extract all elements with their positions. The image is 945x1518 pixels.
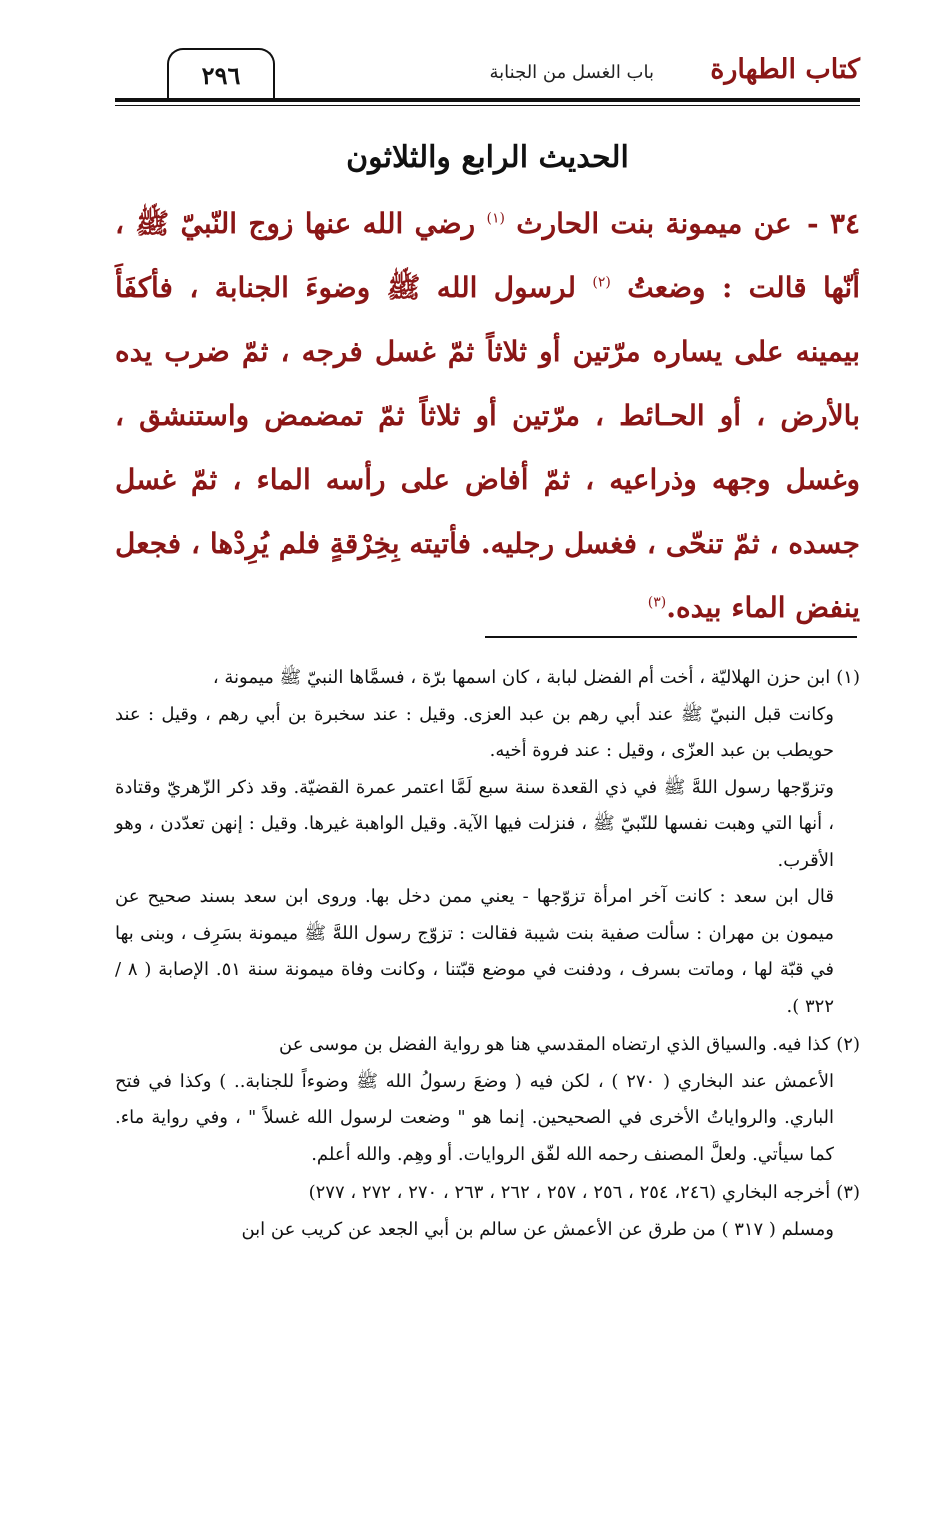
hadith-text xyxy=(115,192,860,640)
footnote-number: (٣) xyxy=(836,1182,860,1203)
page-header xyxy=(115,48,860,108)
hadith-text-part-2: رضي الله عنها زوج النّبيّ ﷺ ، أنّها قالت : وضعتُ xyxy=(115,207,861,304)
footnote-first-line: (١)ابن حزن الهلاليّة ، أخت أم الفضل لبابة ، كان اسمها برّة ، فسمَّاها النبيّ ﷺ ميمونة ، xyxy=(212,667,860,688)
footnote-paragraph: الأعمش عند البخاري ( ٢٧٠ ) ، لكن فيه ( وضعَ رسولُ الله ﷺ وضوءاً للجنابة.. ) وكذا في فتح الباري. والرواياتُ الأخرى في الصحيحين. إنما هو " وضعت لرسول الله غسلاً " ، وفي رواية ماء. كما سيأتي. ولعلَّ المصنف رحمه الله لفّق الروايات. أو وهِم. والله أعلم. xyxy=(115,1070,834,1165)
hadith-number: ٣٤ - xyxy=(807,207,861,240)
chapter-title: باب الغسل من الجنابة xyxy=(489,62,654,83)
header-rule-thin xyxy=(115,105,860,106)
footnote-paragraph: وتزوّجها رسول اللهَّ ﷺ في ذي القعدة سنة سبع لَمَّا اعتمر عمرة القضيّة. وقد ذكر الزّهريّ وقتادة ، أنها التي وهبت نفسها للنّبيّ ﷺ ، فنزلت فيها الآية. وقيل الواهبة غيرها. وقيل : إنهن تعدّدن ، وهو الأقرب. xyxy=(115,776,834,871)
footnote-first-line: (٢)كذا فيه. والسياق الذي ارتضاه المقدسي هنا هو رواية الفضل بن موسى عن xyxy=(279,1034,860,1055)
footnote-3 xyxy=(115,1175,860,1248)
footnote-ref-1[interactable]: (١) xyxy=(486,210,505,227)
footnote-number: (١) xyxy=(836,667,860,688)
footnote-paragraph: ومسلم ( ٣١٧ ) من طرق عن الأعمش عن سالم بن أبي الجعد عن كريب عن ابن xyxy=(241,1218,834,1240)
footnote-ref-2[interactable]: (٢) xyxy=(592,274,611,291)
header-rule-thick xyxy=(115,98,860,102)
hadith-text-part-3: لرسول الله ﷺ وضوءَ الجنابة ، فأكفَأَ بيمينه على يساره مرّتين أو ثلاثاً ثمّ غسل فرجه ، ثمّ ضرب يده بالأرض ، أو الحـائط ، مرّتين أو ثلاثاً ثمّ تمضمض واستنشق ، وغسل وجهه وذراعيه ، ثمّ أفاض على رأسه الماء ، ثمّ غسل جسده ، ثمّ تنحّى ، فغسل رجليه. فأتيته بِخِرْقةٍ فلم يُرِدْها ، فجعل ينفض الماء بيده. xyxy=(115,271,860,624)
footnote-paragraph: قال ابن سعد : كانت آخر امرأة تزوّجها - يعني ممن دخل بها. وروى ابن سعد بسند صحيح عن ميمون بن مهران : سألت صفية بنت شيبة فقالت : تزوّج رسول اللهَّ ﷺ ميمونة بسَرِف ، وبنى بها في قبّة لها ، وماتت بسرف ، ودفنت في موضع قبّتنا ، وكانت وفاة ميمونة سنة ٥١. الإصابة ( ٨ / ٣٢٢ ). xyxy=(115,886,834,1017)
hadith-text-part-1: عن ميمونة بنت الحارث xyxy=(516,207,792,240)
footnote-2 xyxy=(115,1027,860,1173)
book-title: كتاب الطهارة xyxy=(710,54,860,85)
footnote-1 xyxy=(115,660,860,1025)
footnotes xyxy=(115,660,860,1250)
page-number: ٢٩٦ xyxy=(167,48,275,100)
footnote-ref-3[interactable]: (٣) xyxy=(647,594,667,611)
footnote-separator xyxy=(485,636,857,638)
section-heading: الحديث الرابع والثلاثون xyxy=(346,140,629,175)
footnote-number: (٢) xyxy=(836,1034,860,1055)
footnote-paragraph: وكانت قبل النبيّ ﷺ عند أبي رهم بن عبد العزى. وقيل : عند سخبرة بن أبي رهم ، وقيل : عند حويطب بن عبد العزّى ، وقيل : عند فروة أخيه. xyxy=(115,703,835,761)
footnote-first-line: (٣)أخرجه البخاري (٢٤٦، ٢٥٤ ، ٢٥٦ ، ٢٥٧ ، ٢٦٢ ، ٢٦٣ ، ٢٧٠ ، ٢٧٢ ، ٢٧٧) xyxy=(308,1182,860,1203)
